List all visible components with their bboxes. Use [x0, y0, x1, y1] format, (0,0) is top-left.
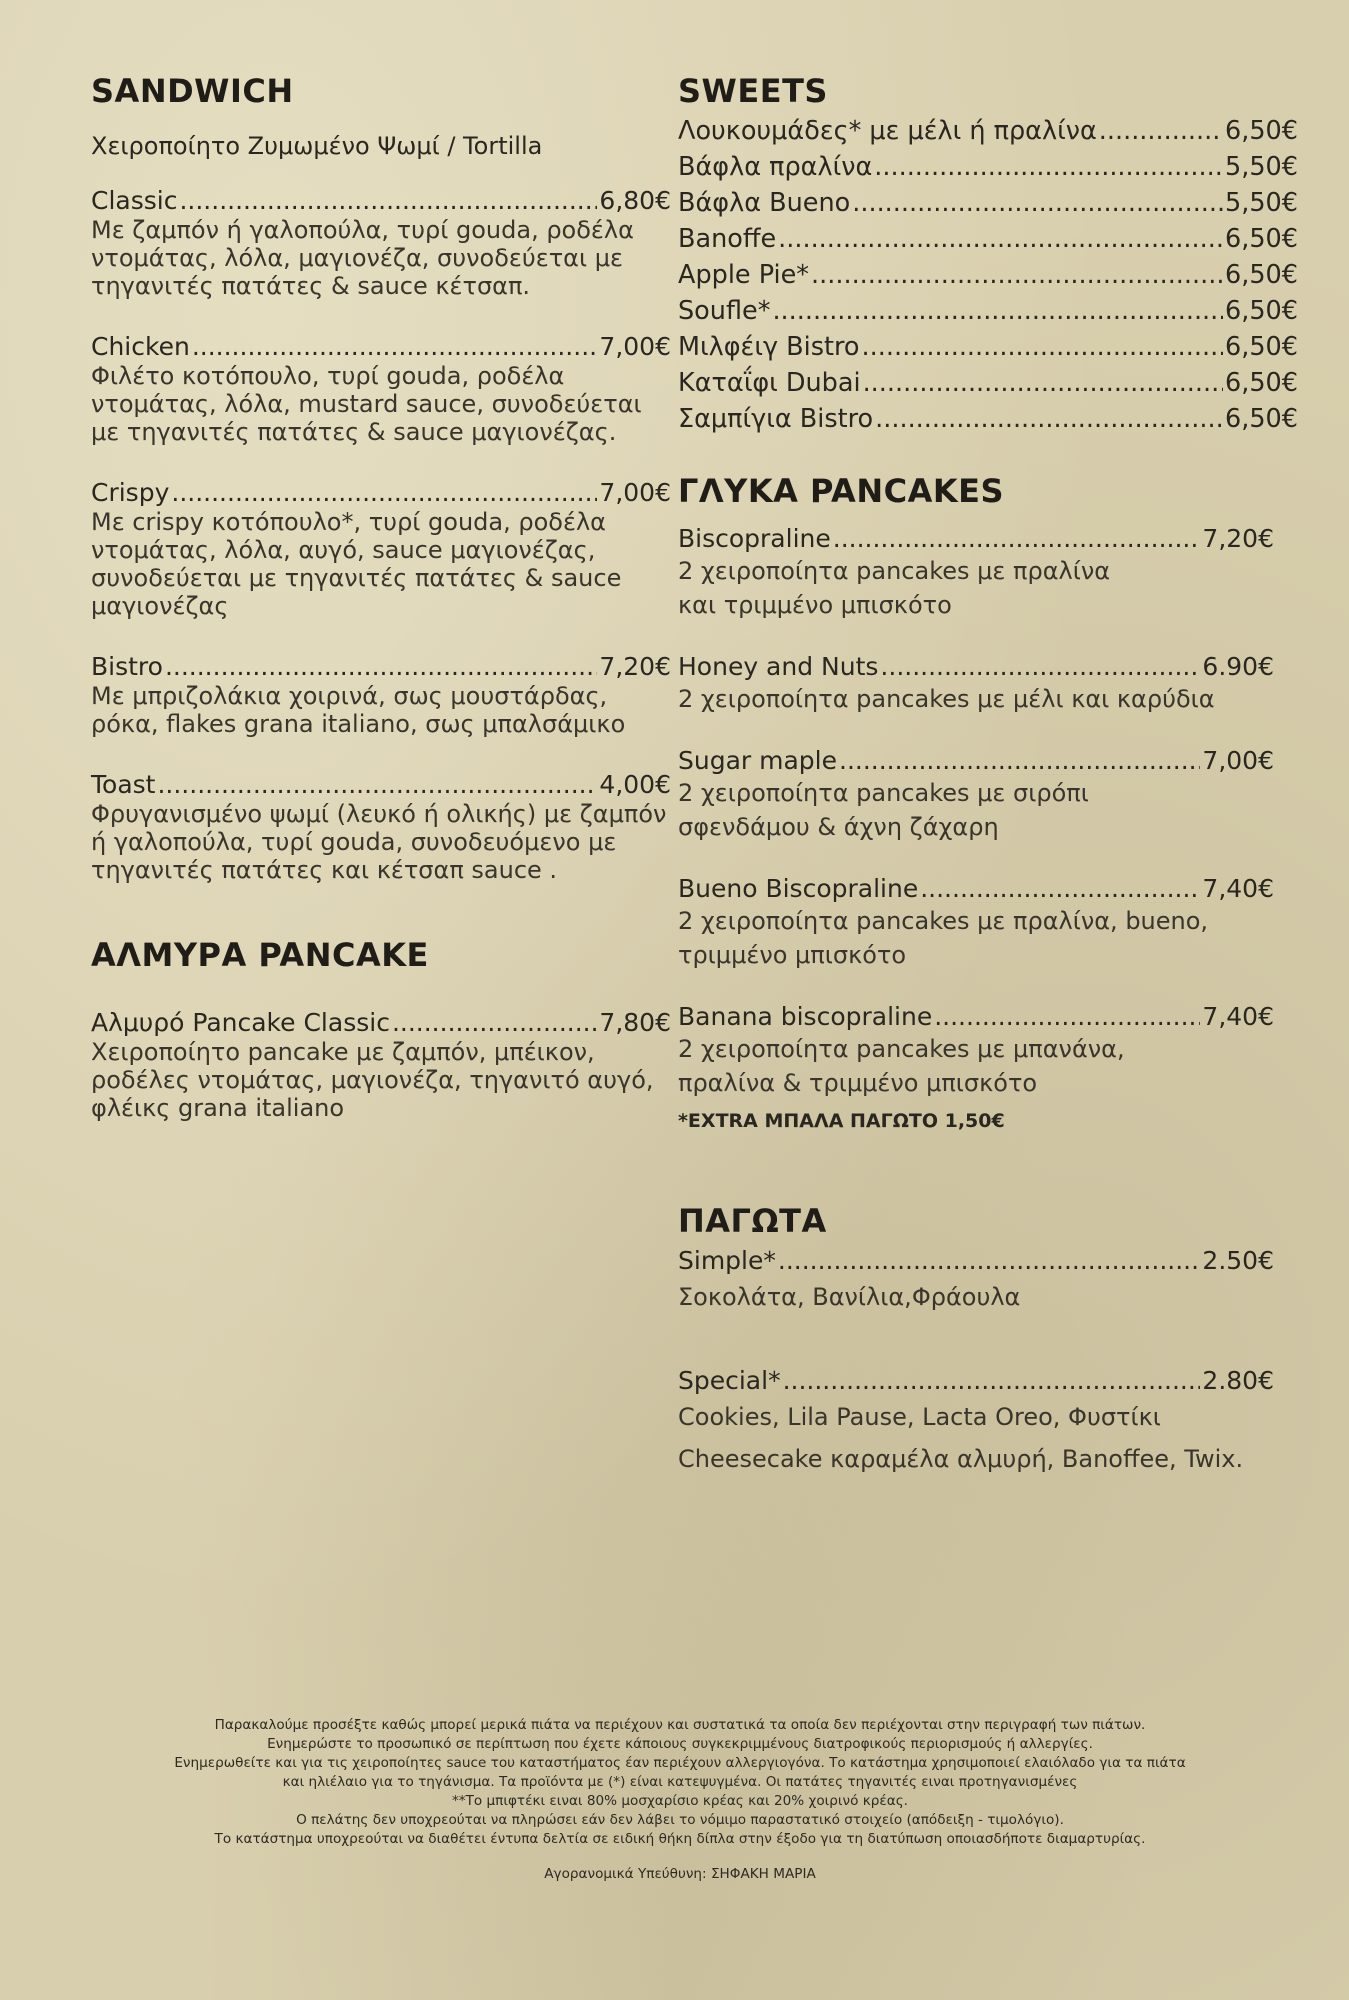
menu-item-honey-nuts [678, 652, 1274, 716]
item-price: 6,50€ [1224, 368, 1298, 398]
sandwich-subtitle: Χειροποίητο Ζυμωμένο Ψωμί / Tortilla [91, 132, 543, 160]
item-name: Αλμυρό Pancake Classic [91, 1008, 390, 1037]
item-name: Soufle* [678, 296, 771, 326]
menu-item-biscopraline [678, 524, 1274, 622]
item-price: 6,80€ [599, 186, 671, 215]
sweets-section [678, 72, 1298, 434]
menu-item-vafla-pralina [678, 152, 1298, 182]
dot-leader [862, 332, 1223, 362]
dot-leader [165, 652, 597, 682]
right-column [678, 72, 1298, 1528]
item-name: Καταΐφι Dubai [678, 368, 861, 398]
dot-leader [839, 746, 1200, 776]
item-price: 7,80€ [599, 1008, 671, 1037]
footer-line: Ενημερώστε το προσωπικό σε περίπτωση που έχετε κάποιους συγκεκριμμένους διατροφικούς περιορισμούς ή αλλεργίες. [267, 1736, 1093, 1752]
footer-line: Το κατάστημα υποχρεούται να διαθέτει έντυπα δελτία σε ειδική θήκη δίπλα στην έξοδο για τη διατύπωση οποιασδήποτε διαμαρτυρίας. [214, 1831, 1146, 1847]
item-description: 2 χειροποίητα pancakes με σιρόπι σφενδάμου & άχνη ζάχαρη [678, 779, 1089, 841]
item-description: 2 χειροποίητα pancakes με πραλίνα και τριμμένο μπισκότο [678, 557, 1111, 619]
left-column [91, 72, 671, 1154]
menu-item-banoffe [678, 224, 1298, 254]
item-description: Με μπριζολάκια χοιρινά, σως μουστάρδας, ρόκα, flakes grana italiano, σως μπαλσάμικο [91, 682, 626, 738]
menu-item-savory-pancake-classic [91, 1008, 671, 1122]
item-name: Simple* [678, 1246, 776, 1275]
item-price: 7,40€ [1202, 1002, 1274, 1031]
item-price: 6,50€ [1224, 116, 1298, 146]
menu-item-crispy [91, 478, 671, 620]
sweet-pancakes-section [678, 472, 1274, 1132]
item-name: Classic [91, 186, 178, 215]
dot-leader [392, 1008, 597, 1038]
item-name: Toast [91, 770, 156, 799]
dot-leader [863, 368, 1223, 398]
savory-pancake-title: ΑΛΜΥΡΑ PANCAKE [91, 936, 429, 974]
item-name: Crispy [91, 478, 170, 507]
footer-line: Παρακαλούμε προσέξτε καθώς μπορεί μερικά πιάτα να περιέχουν και συστατικά τα οποία δεν περιέχονται στην περιγραφή των πιάτων. [214, 1717, 1146, 1733]
ice-cream-title: ΠΑΓΩΤΑ [678, 1202, 827, 1240]
footer-line: Ο πελάτης δεν υποχρεούται να πληρώσει εάν δεν λάβει το νόμιμο παραστατικό στοιχείο (απόδειξη - τιμολόγιο). [296, 1812, 1064, 1828]
item-description: Cookies, Lila Pause, Lacta Oreo, Φυστίκι Cheesecake καραμέλα αλμυρή, Banoffee, Twix. [678, 1403, 1244, 1473]
dot-leader [852, 188, 1223, 218]
item-description: Φιλέτο κοτόπουλο, τυρί gouda, ροδέλα ντομάτας, λόλα, mustard sauce, συνοδεύεται με τηγανιτές πατάτες & sauce μαγιονέζας. [91, 362, 642, 446]
item-price: 7,00€ [1202, 746, 1274, 775]
dot-leader [778, 1246, 1201, 1276]
item-price: 2.50€ [1202, 1246, 1274, 1275]
item-name: Sugar maple [678, 746, 837, 775]
extra-ice-cream-note: *EXTRA ΜΠΑΛΑ ΠΑΓΩΤΟ 1,50€ [678, 1110, 1005, 1132]
item-name: Apple Pie* [678, 260, 810, 290]
dot-leader [778, 224, 1223, 254]
dot-leader [1099, 116, 1223, 146]
item-price: 6,50€ [1224, 332, 1298, 362]
menu-item-sampigia [678, 404, 1298, 434]
item-price: 7,00€ [599, 332, 671, 361]
dot-leader [920, 874, 1200, 904]
dot-leader [874, 152, 1223, 182]
ice-cream-section [678, 1202, 1274, 1480]
item-name: Bueno Biscopraline [678, 874, 919, 903]
item-name: Banana biscopraline [678, 1002, 933, 1031]
sweet-pancakes-title: ΓΛΥΚΑ PANCAKES [678, 472, 1005, 510]
item-name: Μιλφέιγ Bistro [678, 332, 860, 362]
footer-line: και ηλιέλαιο για το τηγάνισμα. Τα προϊόντα με (*) είναι κατεψυγμένα. Οι πατάτες τηγανιτές ειναι προτηγανισμένες [282, 1774, 1078, 1790]
item-price: 7,00€ [599, 478, 671, 507]
menu-item-apple-pie [678, 260, 1298, 290]
item-price: 2.80€ [1202, 1366, 1274, 1395]
dot-leader [934, 1002, 1200, 1032]
menu-item-sugar-maple [678, 746, 1274, 844]
item-price: 6,50€ [1224, 296, 1298, 326]
item-name: Special* [678, 1366, 781, 1395]
footer-line: **Το μπιφτέκι ειναι 80% μοσχαρίσιο κρέας και 20% χοιρινό κρέας. [452, 1793, 908, 1809]
dot-leader [192, 332, 598, 362]
menu-item-toast [91, 770, 671, 884]
menu-item-milfeig [678, 332, 1298, 362]
dot-leader [811, 260, 1223, 290]
menu-item-kataifi [678, 368, 1298, 398]
item-name: Λουκουμάδες* με μέλι ή πραλίνα [678, 116, 1097, 146]
savory-pancake-section [91, 936, 671, 1122]
item-price: 6.90€ [1202, 652, 1274, 681]
footer-line: Ενημερωθείτε και για τις χειροποίητες sauce του καταστήματος έαν περιέχουν αλλεργιογόνα. Το κατάστημα χρησιμοποιεί ελαιόλαδο για τα πιάτα [174, 1755, 1186, 1771]
item-price: 4,00€ [599, 770, 671, 799]
item-description: Σοκολάτα, Βανίλια,Φράουλα [678, 1283, 1021, 1311]
item-price: 7,20€ [599, 652, 671, 681]
menu-item-simple [678, 1246, 1274, 1318]
sandwich-section [91, 72, 671, 884]
item-description: Με crispy κοτόπουλο*, τυρί gouda, ροδέλα ντομάτας, λόλα, αυγό, sauce μαγιονέζας, συνοδεύεται με τηγανιτές πατάτες & sauce μαγιονέζας [91, 508, 622, 620]
menu-item-soufle [678, 296, 1298, 326]
item-description: Με ζαμπόν ή γαλοπούλα, τυρί gouda, ροδέλα ντομάτας, λόλα, μαγιονέζα, συνοδεύεται με τηγανιτές πατάτες & sauce κέτσαπ. [91, 216, 634, 300]
dot-leader [157, 770, 597, 800]
item-price: 6,50€ [1224, 404, 1298, 434]
item-name: Biscopraline [678, 524, 831, 553]
sweets-title: SWEETS [678, 72, 828, 110]
item-name: Bistro [91, 652, 163, 681]
item-description: 2 χειροποίητα pancakes με πραλίνα, bueno, τριμμένο μπισκότο [678, 907, 1209, 969]
dot-leader [179, 186, 597, 216]
allergen-footer [100, 1716, 1260, 1884]
menu-item-banana-biscopraline [678, 1002, 1274, 1100]
menu-item-loukoumades [678, 116, 1298, 146]
item-description: 2 χειροποίητα pancakes με μέλι και καρύδια [678, 685, 1215, 713]
menu-item-bistro [91, 652, 671, 738]
sandwich-title: SANDWICH [91, 72, 294, 110]
menu-item-special [678, 1366, 1274, 1480]
menu-item-chicken [91, 332, 671, 446]
item-name: Chicken [91, 332, 190, 361]
menu-item-classic [91, 186, 671, 300]
dot-leader [875, 404, 1223, 434]
dot-leader [880, 652, 1200, 682]
item-name: Honey and Nuts [678, 652, 879, 681]
menu-item-bueno-biscopraline [678, 874, 1274, 972]
item-price: 5,50€ [1224, 152, 1298, 182]
item-name: Βάφλα Bueno [678, 188, 851, 218]
item-price: 6,50€ [1224, 260, 1298, 290]
dot-leader [171, 478, 597, 508]
item-price: 5,50€ [1224, 188, 1298, 218]
item-name: Βάφλα πραλίνα [678, 152, 873, 182]
dot-leader [783, 1366, 1201, 1396]
item-name: Banoffe [678, 224, 777, 254]
item-price: 7,20€ [1202, 524, 1274, 553]
footer-signature: Αγορανομικά Υπεύθυνη: ΣΗΦΑΚΗ ΜΑΡΙΑ [544, 1866, 816, 1882]
item-name: Σαμπίγια Bistro [678, 404, 874, 434]
item-description: Φρυγανισμένο ψωμί (λευκό ή ολικής) με ζαμπόν ή γαλοπούλα, τυρί gouda, συνοδευόμενο με τηγανιτές πατάτες και κέτσαπ sauce . [91, 800, 667, 884]
item-price: 6,50€ [1224, 224, 1298, 254]
item-price: 7,40€ [1202, 874, 1274, 903]
item-description: Χειροποίητο pancake με ζαμπόν, μπέικον, ροδέλες ντομάτας, μαγιονέζα, τηγανιτό αυγό, φλέικς grana italiano [91, 1038, 654, 1122]
item-description: 2 χειροποίητα pancakes με μπανάνα, πραλίνα & τριμμένο μπισκότο [678, 1035, 1125, 1097]
dot-leader [833, 524, 1201, 554]
menu-item-vafla-bueno [678, 188, 1298, 218]
dot-leader [772, 296, 1223, 326]
